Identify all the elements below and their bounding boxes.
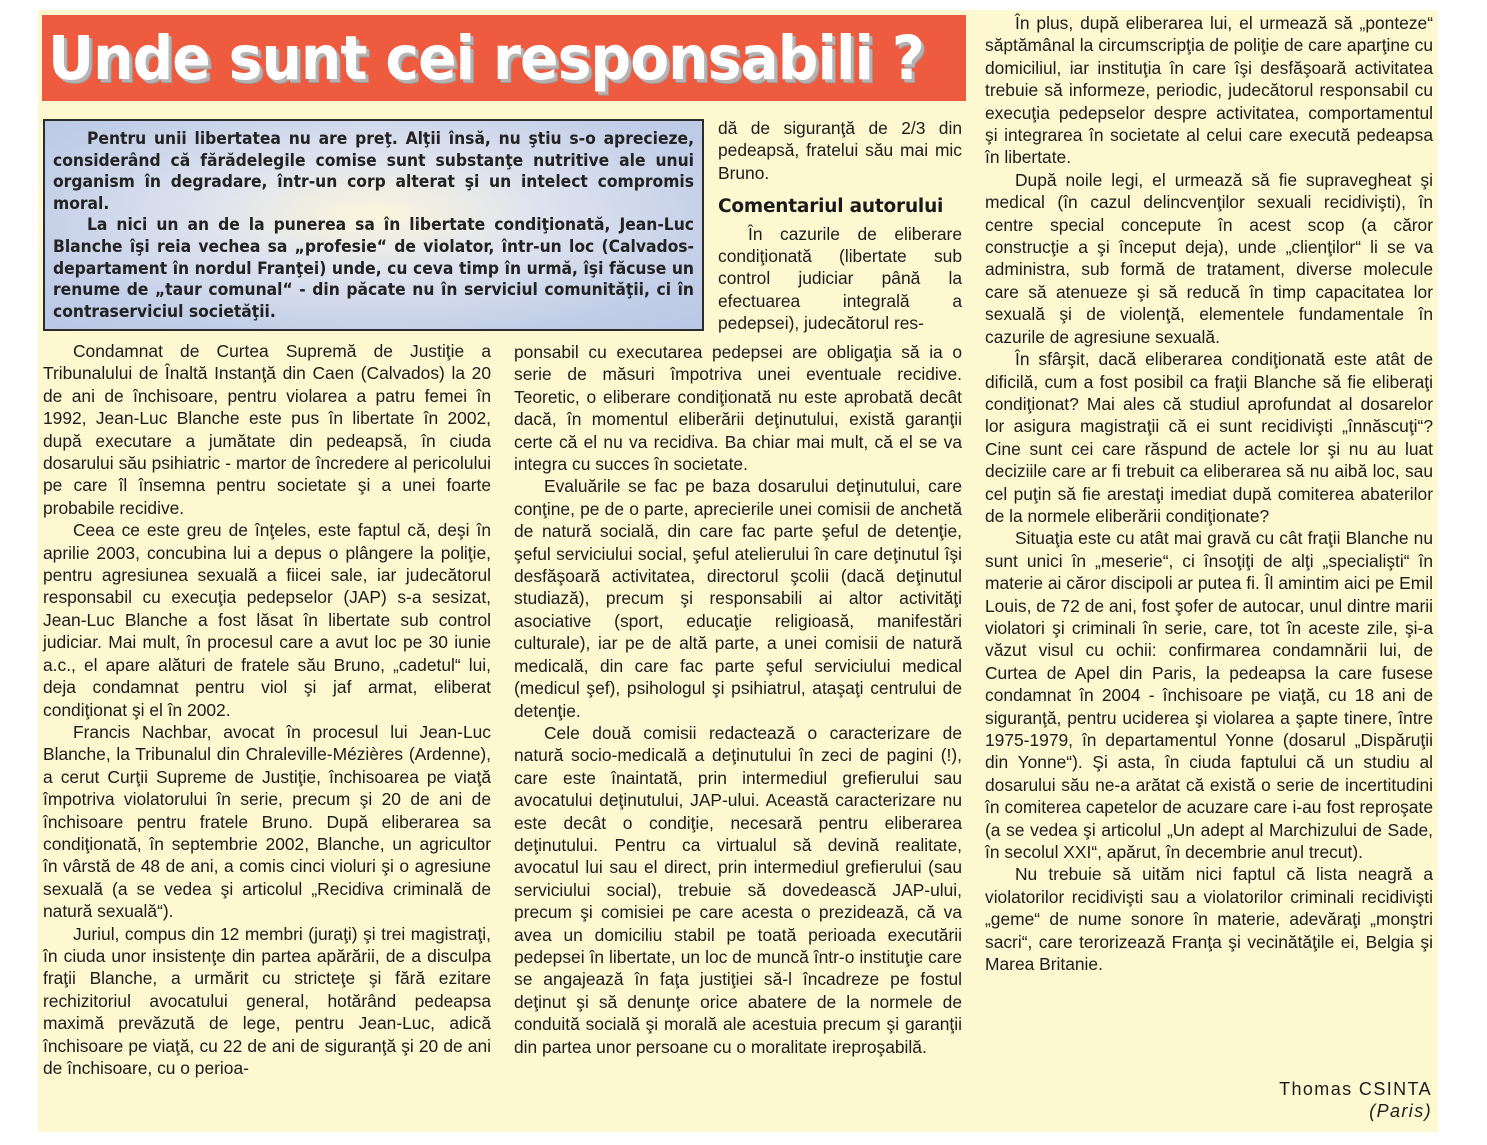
body-paragraph: Condamnat de Curtea Supremă de Justiţie a Tribunalului de Înaltă Instanţă din Caen (Calvados) la 20 de ani de închisoare, pentru violarea a patru femei în 1992, Jean-Luc Blanche este pus în libertate în 2002, după executare a jumătate din pedeapsă, în ciuda dosarului său psihiatric - martor de încredere al pericolului pe care îl însemna pentru societate şi a unei foarte probabile recidive. bbox=[43, 341, 491, 518]
author-signature bbox=[1279, 1078, 1432, 1122]
body-paragraph: După noile legi, el urmează să fie supravegheat şi medical (în cazul delincvenţilor sexuali recidivişti), în centre special concepute în acest scop (a căror construcţie a şi început deja), unde „clienţilor“ li se va administra, sub formă de tratament, diverse molecule care să atenueze şi să reducă în timp capacitatea lor sexuală şi de violenţă, elementele fundamentale în cazurile de agresiune sexuală. bbox=[985, 169, 1433, 347]
body-paragraph: Evaluările se fac pe baza dosarului deţinutului, care conţine, pe de o parte, aprecierile unei comisii de anchetă de natură socială, din care fac parte şeful de detenţie, şeful serviciului social, şeful atelierului în care deţinutul îşi desfăşoară activitatea, directorul şcolii (dacă deţinutul studiază), precum şi responsabili ai altor activităţi asociative (sport, educaţie religioasă, manifestări culturale), iar pe de altă parte, a unei comisii de natură medicală, din care fac parte şeful serviciului medical (medicul şef), psihologul şi psihiatrul, ataşaţi centrului de detenţie. bbox=[514, 476, 962, 721]
body-paragraph: În plus, după eliberarea lui, el urmează să „ponteze“ săptămânal la circumscripţia de poliţie de care aparţine cu domiciliul, iar instituţia în care îşi desfăşoară activitatea trebuie să informeze, periodic, judecătorul responsabil cu execuţia pedepselor despre activitatea, comportamentul şi integrarea în societate al celui care execută pedeapsa în libertate. bbox=[985, 13, 1433, 168]
body-paragraph: Ceea ce este greu de înţeles, este faptul că, deşi în aprilie 2003, concubina lui a depus o plângere la poliţie, pentru agresiunea sexuală a fiicei sale, iar judecătorul responsabil cu execuţia pedepselor (JAP) s-a sesizat, Jean-Luc Blanche a fost lăsat în libertate sub control judiciar. Mai mult, în procesul care a avut loc pe 30 iunie a.c., el apare alături de fratele său Bruno, „cadetul“ lui, deja condamnat pentru viol şi jaf armat, eliberat condiţionat şi el în 2002. bbox=[43, 520, 491, 720]
body-paragraph: Juriul, compus din 12 membri (juraţi) şi trei magistraţi, în ciuda unor insistenţe din partea apărării, de a disculpa fraţii Blanche, a urmărit cu stricteţe şi fără ezitare rechizitoriul avocatului general, hotărând pedeapsa maximă prevăzută de lege, pentru Jean-Luc, adică închisoare pe viaţă, cu 22 de ani de siguranţă şi 20 de ani de închisoare, cu o perioa- bbox=[43, 923, 491, 1078]
body-paragraph: Situaţia este cu atât mai gravă cu cât fraţii Blanche nu sunt unici în „meserie“, ci însoţiţi de alţi „specialişti“ în materie ai căror discipoli ar putea fi. Îl amintim aici pe Emil Louis, de 72 de ani, fost şofer de autocar, unul dintre marii violatori şi criminali în serie, care, tot în aceste zile, şi-a văzut visul cu ochii: confirmarea condamnării lui, de Curtea de Apel din Paris, la pedeapsa la care fusese condamnat în 2004 - închisoare pe viaţă, cu 18 ani de siguranţă, pentru uciderea şi violarea a şapte tinere, între 1975-1979, în departamentul Yonne (dosarul „Dispăruţii din Yonne“). Şi asta, în ciuda faptului că un studiu al dosarului său ne-a arătat că există o serie de incertitudini în comiterea capetelor de acuzare care i-au fost reproşate (a se vedea şi articolul „Un adept al Marchizului de Sade, în secolul XXI“, apărut, în decembrie anul trecut). bbox=[985, 528, 1433, 863]
lead-paragraph: La nici un an de la punerea sa în libertate condiţionată, Jean-Luc Blanche îşi reia vechea sa „profesie“ de violator, într-un loc (Calvados-departament în nordul Franţei) unde, cu ceva timp în urmă, îşi făcuse un renume de „taur comunal“ - din păcate nu în serviciul comunităţii, ci în contraserviciul societăţii. bbox=[53, 215, 694, 322]
column-2-bottom bbox=[514, 341, 962, 1058]
body-paragraph: Nu trebuie să uităm nici faptul că lista neagră a violatorilor recidivişti sau a violatorilor criminali recidivişti „geme“ de nume sonore în materie, adevăraţi „monştri sacri“, care terorizează Franţa şi vecinătăţile ei, Belgia şi Marea Britanie. bbox=[985, 864, 1433, 975]
body-paragraph: În sfârşit, dacă eliberarea condiţionată este atât de dificilă, cum a fost posibil ca fraţii Blanche să fie eliberaţi condiţionat? Mai ales că studiul aprofundat al dosarelor lor asigura magistraţii că ei sunt recidivişti „înnăscuţi“? Cine sunt cei care răspund de actele lor şi nu au luat deciziile care ar fi trebuit ca eliberarea să nu aibă loc, sau cel puţin să fie arestaţi imediat după comiterea abaterilor de la normele eliberării condiţionate? bbox=[985, 349, 1433, 526]
body-paragraph: dă de siguranţă de 2/3 din pedeapsă, fratelui său mai mic Bruno. bbox=[718, 118, 962, 183]
headline: Unde sunt cei responsabili ? bbox=[48, 22, 924, 94]
body-paragraph: Francis Nachbar, avocat în procesul lui Jean-Luc Blanche, la Tribunalul din Chraleville-Mézières (Ardenne), a cerut Curţii Supreme de Justiţie, închisoarea pe viaţă împotriva violatorului în serie, precum şi 20 de ani de închisoare pentru fratele Bruno. După eliberarea sa condiţionată, în septembrie 2002, Blanche, un agricultor în vârstă de 48 de ani, a comis cinci violuri şi o agresiune sexuală (a se vedea şi articolul „Recidiva criminală de natură sexuală“). bbox=[43, 721, 491, 922]
column-3 bbox=[985, 12, 1433, 975]
headline-banner bbox=[42, 15, 966, 101]
section-subheading: Comentariul autorului bbox=[718, 196, 944, 218]
body-paragraph: În cazurile de eliberare condiţionată (libertate sub control judiciar până la efectuarea integrală a pedepsei), judecătorul res- bbox=[718, 223, 962, 334]
body-paragraph: Cele două comisii redactează o caracterizare de natură socio-medicală a deţinutului în zeci de pagini (!), care este înaintată, prin intermediul grefierului sau avocatului deţinutului, JAP-ului. Această caracterizare nu este decât o condiţie, necesară pentru eliberarea deţinutului. Pentru ca virtualul să devină realitate, avocatul lui sau el direct, prin intermediul grefierului (sau serviciului social), trebuie să dovedească JAP-ului, precum şi comisiei pe care acesta o prezidează, că va avea un domiciliu stabil pe toată perioada executării pedepsei în libertate, un loc de muncă într-o instituţie care se angajează în faţa justiţiei să-l încadreze pe fostul deţinut şi să denunţe orice abatere de la normele de conduită socială şi morală ale acestuia precum şi garanţii din partea unor persoane cu o moralitate ireproşabilă. bbox=[514, 722, 962, 1057]
lead-box bbox=[43, 119, 704, 331]
author-name: Thomas CSINTA bbox=[1279, 1079, 1432, 1099]
column-1 bbox=[43, 340, 491, 1079]
body-paragraph: ponsabil cu executarea pedepsei are obligaţia să ia o serie de măsuri împotriva unei eventuale recidive. Teoretic, o eliberare condiţionată nu este aprobată decât dacă, în momentul eliberării deţinutului, există garanţii certe că el nu va recidiva. Ba chiar mai mult, că el se va integra cu succes în societate. bbox=[514, 342, 962, 475]
author-location: (Paris) bbox=[1369, 1101, 1432, 1121]
newspaper-page bbox=[38, 10, 1438, 1132]
lead-paragraph: Pentru unii libertatea nu are preţ. Alţii însă, nu ştiu s-o aprecieze, considerând că fărădelegile comise sunt substanţe nutritive ale unui organism în degradare, într-un corp alterat şi un intelect compromis moral. bbox=[53, 129, 694, 214]
column-2-top bbox=[718, 117, 962, 335]
